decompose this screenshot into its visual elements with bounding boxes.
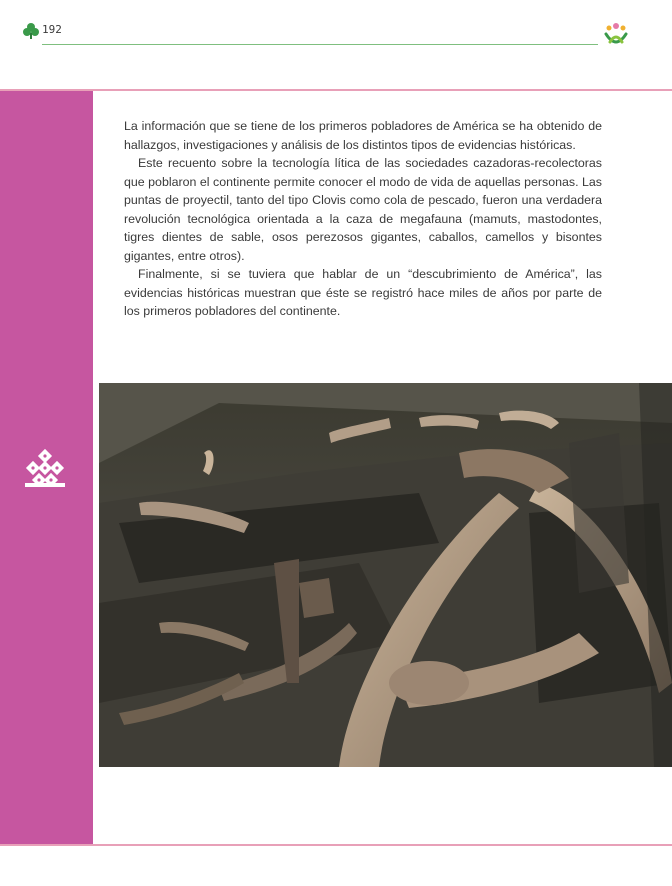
paragraph-2: Este recuento sobre la tecnología lítica de las sociedades cazadoras-recolectoras que poblaron el continente permite conocer el modo de vida de aquellas personas. Las puntas de proyectil, tanto del tipo Clovis como cola de pescado, fueron una verdadera revolución tecnológica orientada a la caza de megafauna (mamuts, mastodontes, tigres dientes de sable, osos perezosos gigantes, caballos, camellos y bisontes gigantes, entre otros). [124, 156, 602, 263]
people-logo-icon [602, 20, 630, 48]
mammoth-bones-photo [99, 383, 672, 767]
body-text [124, 117, 602, 321]
flower-ornament-icon [22, 447, 68, 493]
page-number: 192 [42, 23, 62, 36]
side-band [0, 91, 93, 844]
paragraph-3: Finalmente, si se tuviera que hablar de un “descubrimiento de América”, las evidencias históricas muestran que éste se registró hace miles de años por parte de los primeros pobladores del continente. [124, 267, 602, 318]
header-rule [42, 44, 598, 45]
paragraph-1: La información que se tiene de los primeros pobladores de América se ha obtenido de hallazgos, investigaciones y análisis de los distintos tipos de evidencias históricas. [124, 119, 602, 152]
page-header [0, 0, 672, 60]
clover-logo-icon [22, 22, 40, 40]
content-frame [0, 89, 672, 846]
